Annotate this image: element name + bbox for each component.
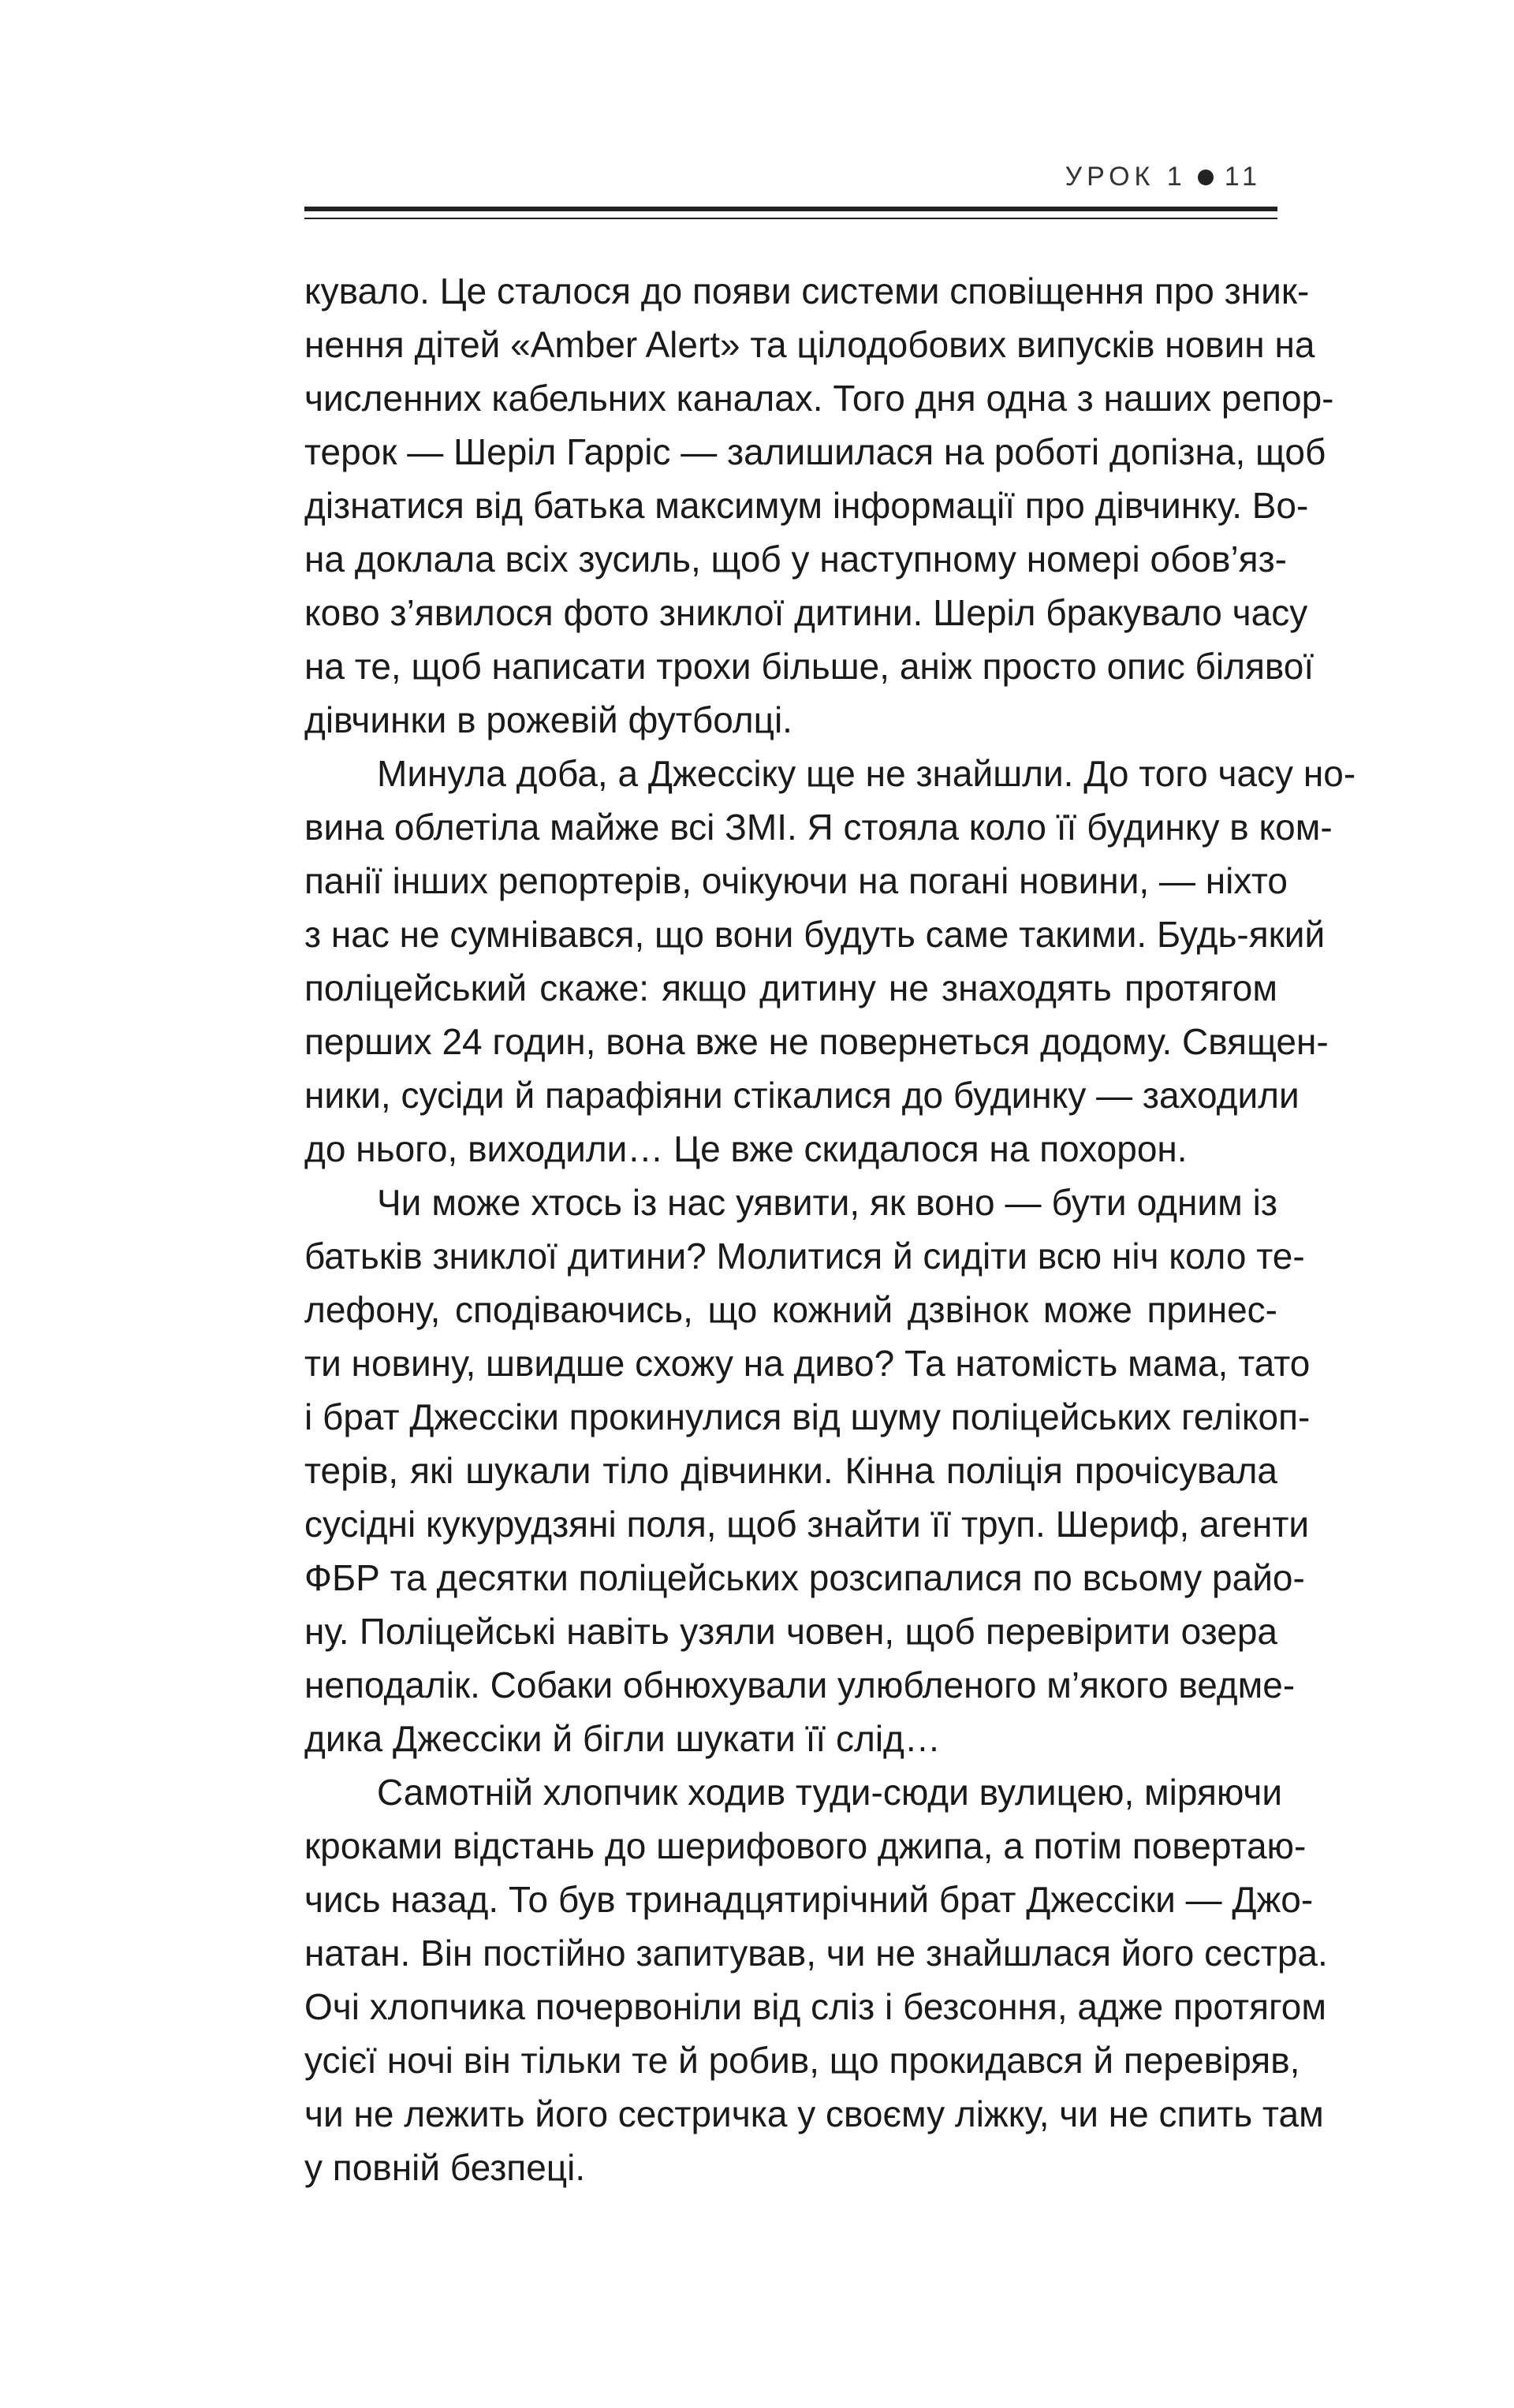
text-line: лефону, сподіваючись, що кожний дзвінок може принес- [304, 1289, 1277, 1330]
text-line: ники, сусіди й парафіяни стікалися до будинку — заходили [304, 1075, 1300, 1116]
body-text [304, 264, 1356, 2194]
text-line: поліцейський скаже: якщо дитину не знаходять протягом [304, 967, 1277, 1008]
text-line: панії інших репортерів, очікуючи на погані новини, — ніхто [304, 860, 1288, 901]
text-line: дізнатися від батька максимум інформації про дівчинку. Во- [304, 485, 1309, 526]
text-line: дика Джессіки й бігли шукати її слід… [304, 1718, 941, 1759]
text-line: ФБР та десятки поліцейських розсипалися по всьому райо- [304, 1557, 1305, 1598]
text-line: неподалік. Собаки обнюхували улюбленого м’якого ведме- [304, 1664, 1296, 1705]
text-line: ти новину, швидше схожу на диво? Та натомість мама, тато [304, 1343, 1311, 1384]
text-line: Самотній хлопчик ходив туди-сюди вулицею, міряючи [377, 1772, 1283, 1813]
text-line: сусідні кукурудзяні поля, щоб знайти її труп. Шериф, агенти [304, 1504, 1310, 1545]
text-line: до нього, виходили… Це вже скидалося на похорон. [304, 1128, 1188, 1169]
text-line: на доклала всіх зусиль, щоб у наступному номері обов’яз- [304, 539, 1287, 580]
text-line: батьків зниклої дитини? Молитися й сидіти всю ніч коло те- [304, 1236, 1305, 1277]
text-line: усієї ночі він тільки те й робив, що прокидався й перевіряв, [304, 2040, 1300, 2081]
text-line: Минула доба, а Джессіку ще не знайшли. До того часу но- [377, 753, 1356, 794]
text-line: кроками відстань до шерифового джипа, а потім повертаю- [304, 1825, 1307, 1866]
text-line: кувало. Це сталося до появи системи сповіщення про зник- [304, 270, 1310, 311]
text-line: терів, які шукали тіло дівчинки. Кінна поліція прочісувала [304, 1450, 1277, 1491]
text-line: у повній безпеці. [304, 2147, 586, 2188]
text-line: Очі хлопчика почервоніли від сліз і безсоння, адже протягом [304, 1986, 1326, 2027]
text-line: вина облетіла майже всі ЗМІ. Я стояла коло її будинку в ком- [304, 807, 1333, 848]
header-rule-thin [304, 218, 1277, 219]
text-line: ну. Поліцейські навіть узяли човен, щоб перевірити озера [304, 1611, 1277, 1652]
bullet-separator [1198, 170, 1214, 185]
text-line: дівчинки в рожевій футболці. [304, 699, 792, 740]
text-line: терок — Шеріл Гарріс — залишилася на роботі допізна, щоб [304, 431, 1326, 472]
text-line: чи не лежить його сестричка у своєму ліжку, чи не спить там [304, 2093, 1324, 2134]
header-rule-thick [304, 207, 1277, 211]
page-number: 11 [1224, 162, 1262, 192]
text-line: ково з’явилося фото зниклої дитини. Шеріл бракувало часу [304, 592, 1308, 633]
text-line: на те, щоб написати трохи більше, аніж просто опис білявої [304, 646, 1314, 687]
text-line: з нас не сумнівався, що вони будуть саме такими. Будь-який [304, 914, 1326, 955]
text-line: нення дітей «Amber Alert» та цілодобових випусків новин на [304, 324, 1315, 365]
text-line: численних кабельних каналах. Того дня одна з наших репор- [304, 378, 1334, 419]
text-line: перших 24 годин, вона вже не повернеться додому. Священ- [304, 1021, 1329, 1062]
text-line: Чи може хтось із нас уявити, як воно — бути одним із [377, 1182, 1277, 1223]
text-line: чись назад. То був тринадцятирічний брат Джессіки — Джо- [304, 1879, 1314, 1920]
running-head [1065, 162, 1262, 192]
text-line: і брат Джессіки прокинулися від шуму поліцейських гелікоп- [304, 1396, 1311, 1437]
text-line: натан. Він постійно запитував, чи не знайшлася його сестра. [304, 1933, 1328, 1974]
lesson-label: УРОК 1 [1065, 162, 1187, 192]
